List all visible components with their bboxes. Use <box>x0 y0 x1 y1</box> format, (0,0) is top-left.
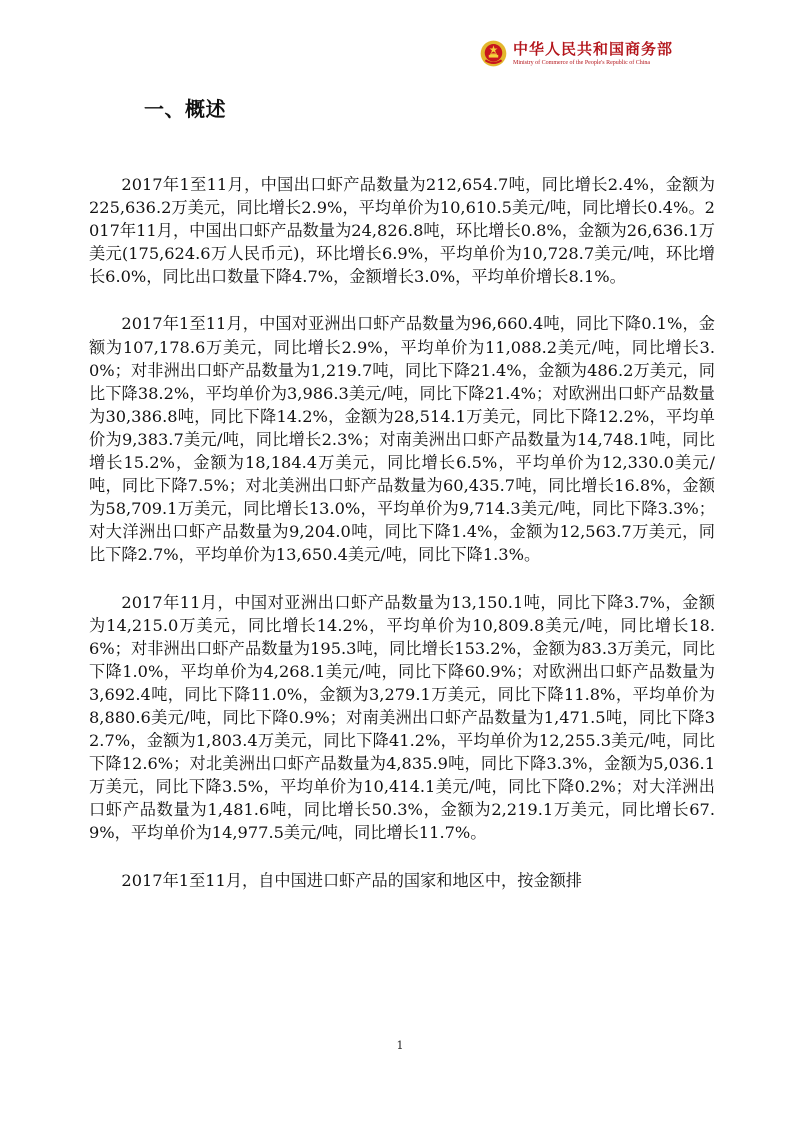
org-name-block <box>513 39 674 66</box>
paragraph: 2017年1至11月，自中国进口虾产品的国家和地区中，按金额排 <box>121 870 582 890</box>
org-name-english: Ministry of Commerce of the People's Republic of China <box>513 59 651 66</box>
section-heading: 一、概述 <box>144 97 226 121</box>
header-logo <box>480 40 673 67</box>
paragraph: 2017年1至11月，中国出口虾产品数量为212,654.7吨，同比增长2.4%，金额为225,636.2万美元，同比增长2.9%，平均单价为10,610.5美元/吨，同比增长0.4%。2017年11月，中国出口虾产品数量为24,826.8吨，环比增长0.8%，金额为26,636.1万美元(175,624.6万人民币元)，环比增长6.9%，平均单价为10,728.7美元/吨，环比增长6.0%，同比出口数量下降4.7%，金额增长3.0%，平均单价增长8.1%。 <box>89 175 715 287</box>
org-name-chinese: 中华人民共和国商务部 <box>513 39 674 58</box>
paragraph: 2017年11月，中国对亚洲出口虾产品数量为13,150.1吨，同比下降3.7%，金额为14,215.0万美元，同比增长14.2%，平均单价为10,809.8美元/吨，同比增长18.6%；对非洲出口虾产品数量为195.3吨，同比增长153.2%，金额为83.3万美元，同比下降1.0%，平均单价为4,268.1美元/吨，同比下降60.9%；对欧洲出口虾产品数量为3,692.4吨，同比下降11.0%，金额为3,279.1万美元，同比下降11.8%，平均单价为8,880.6美元/吨，同比下降0.9%；对南美洲出口虾产品数量为1,471.5吨，同比下降32.7%，金额为1,803.4万美元，同比下降41.2%，平均单价为12,255.3美元/吨，同比下降12.6%；对北美洲出口虾产品数量为4,835.9吨，同比下降3.3%，金额为5,036.1万美元，同比下降3.5%，平均单价为10,414.1美元/吨，同比下降0.2%；对大洋洲出口虾产品数量为1,481.6吨，同比增长50.3%，金额为2,219.1万美元，同比增长67.9%，平均单价为14,977.5美元/吨，同比增长11.7%。 <box>89 592 715 843</box>
document-body <box>89 173 715 916</box>
national-emblem-icon <box>480 40 507 67</box>
paragraph: 2017年1至11月，中国对亚洲出口虾产品数量为96,660.4吨，同比下降0.1%，金额为107,178.6万美元，同比增长2.9%，平均单价为11,088.2美元/吨，同比增长3.0%；对非洲出口虾产品数量为1,219.7吨，同比下降21.4%，金额为486.2万美元，同比下降38.2%，平均单价为3,986.3美元/吨，同比下降21.4%；对欧洲出口虾产品数量为30,386.8吨，同比下降14.2%，金额为28,514.1万美元，同比下降12.2%，平均单价为9,383.7美元/吨，同比增长2.3%；对南美洲出口虾产品数量为14,748.1吨，同比增长15.2%，金额为18,184.4万美元，同比增长6.5%，平均单价为12,330.0美元/吨，同比下降7.5%；对北美洲出口虾产品数量为60,435.7吨，同比增长16.8%，金额为58,709.1万美元，同比增长13.0%，平均单价为9,714.3美元/吨，同比下降3.3%；对大洋洲出口虾产品数量为9,204.0吨，同比下降1.4%，金额为12,563.7万美元，同比下降2.7%，平均单价为13,650.4美元/吨，同比下降1.3%。 <box>89 314 715 565</box>
page-number: 1 <box>396 1039 404 1052</box>
